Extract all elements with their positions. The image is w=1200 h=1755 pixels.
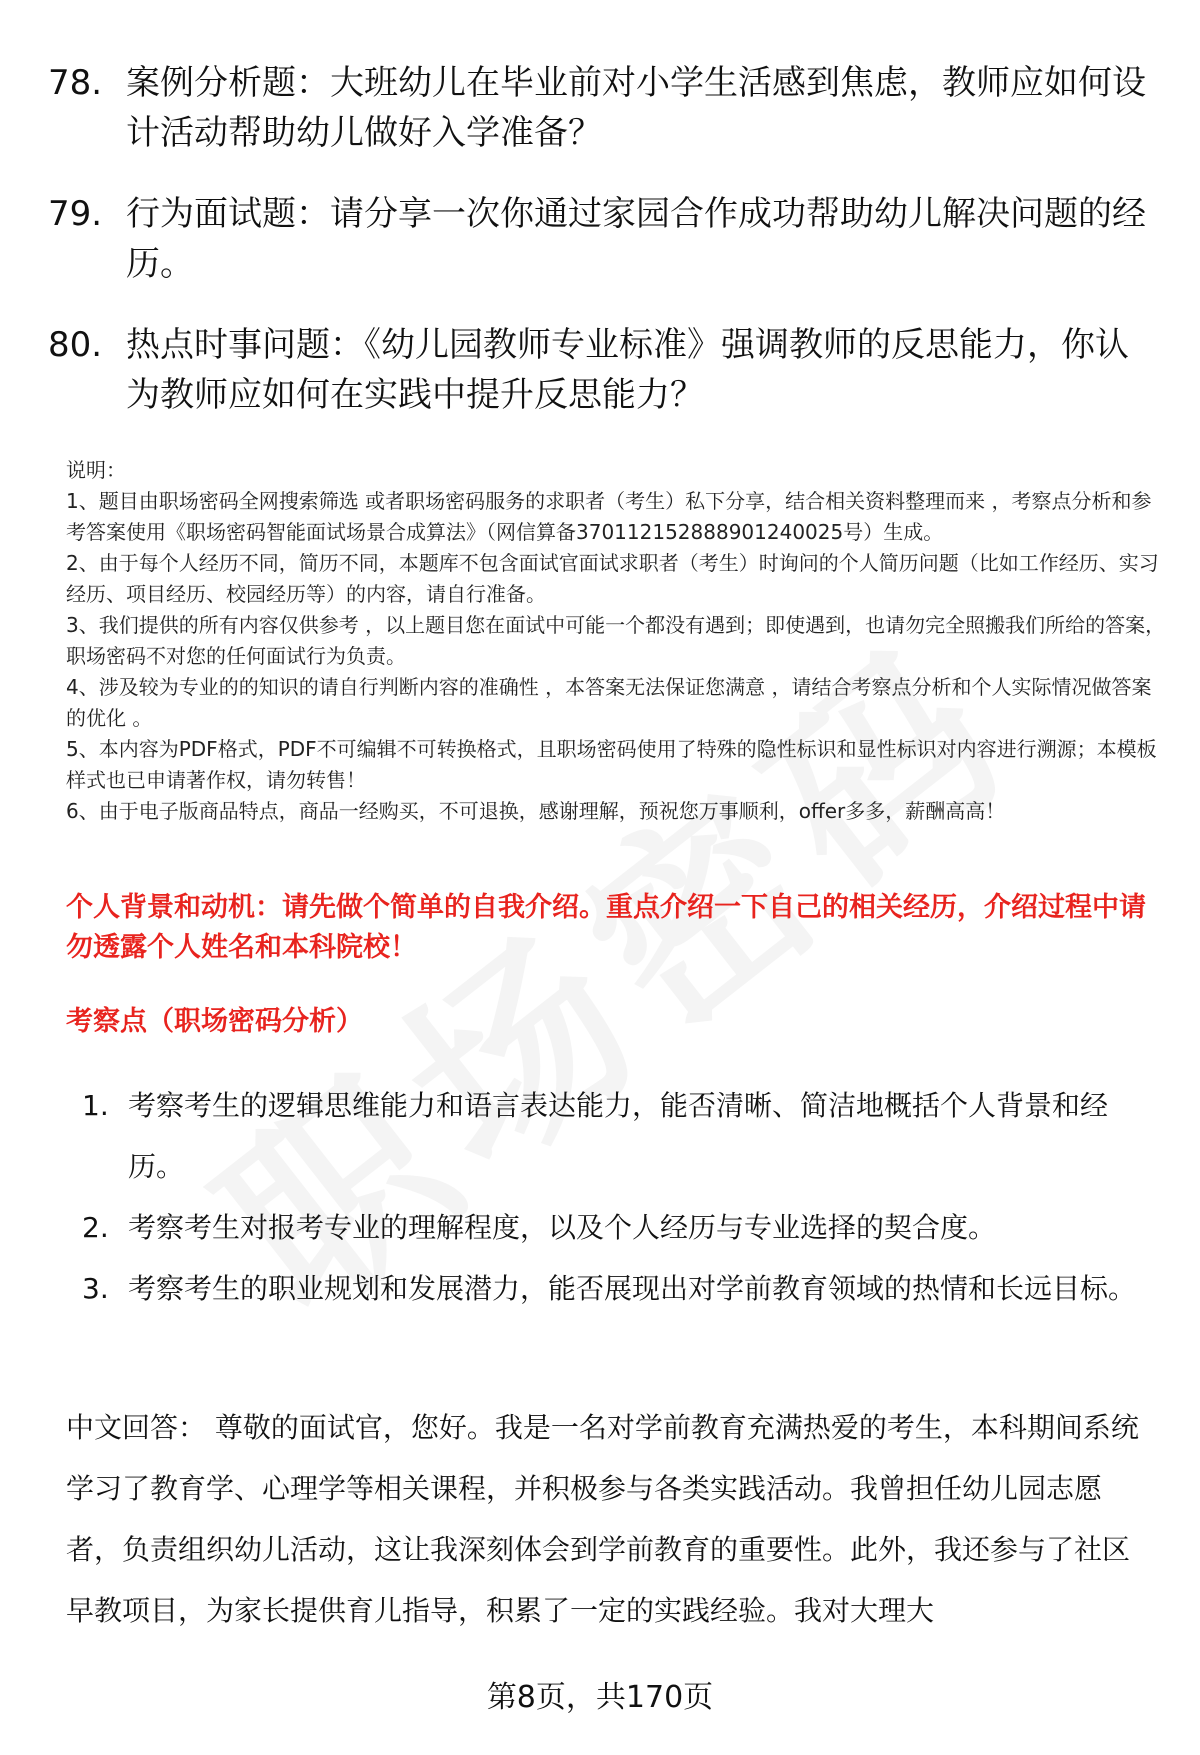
analysis-points xyxy=(82,1075,1142,1319)
question-list xyxy=(48,58,1158,451)
note-item: 6、由于电子版商品特点，商品一经购买，不可退换，感谢理解，预祝您万事顺利，offer多多，薪酬高高！ xyxy=(66,799,1006,823)
analysis-point xyxy=(82,1258,1142,1319)
question-heading: 个人背景和动机：请先做个简单的自我介绍。重点介绍一下自己的相关经历，介绍过程中请勿透露个人姓名和本科院校！ xyxy=(66,892,1146,963)
analysis-subheading: 考察点（职场密码分析） xyxy=(66,1006,363,1037)
point-text: 考察考生对报考专业的理解程度，以及个人经历与专业选择的契合度。 xyxy=(128,1211,997,1244)
page-footer: 第8页，共170页 xyxy=(486,1680,714,1715)
note-item: 3、我们提供的所有内容仅供参考 ，以上题目您在面试中可能一个都没有遇到；即使遇到，也请勿完全照搬我们所给的答案，职场密码不对您的任何面试行为负责。 xyxy=(66,613,1166,668)
analysis-point xyxy=(82,1075,1142,1197)
answer-paragraph: 中文回答： 尊敬的面试官，您好。我是一名对学前教育充满热爱的考生，本科期间系统学习了教育学、心理学等相关课程，并积极参与各类实践活动。我曾担任幼儿园志愿者，负责组织幼儿活动，这让我深刻体会到学前教育的重要性。此外，我还参与了社区早教项目，为家长提供育儿指导，积累了一定的实践经验。我对大理大 xyxy=(66,1411,1139,1627)
point-number: 3. xyxy=(82,1272,109,1305)
notes-title: 说明： xyxy=(66,458,126,482)
question-number: 79. xyxy=(48,194,103,234)
point-number: 2. xyxy=(82,1211,109,1244)
question-item xyxy=(48,320,1158,420)
analysis-point xyxy=(82,1197,1142,1258)
point-number: 1. xyxy=(82,1089,109,1122)
question-number: 80. xyxy=(48,325,103,365)
note-item: 4、涉及较为专业的的知识的请自行判断内容的准确性 ，本答案无法保证您满意 ，请结合考察点分析和个人实际情况做答案的优化 。 xyxy=(66,675,1152,730)
question-item xyxy=(48,58,1158,158)
point-text: 考察考生的逻辑思维能力和语言表达能力，能否清晰、简洁地概括个人背景和经历。 xyxy=(128,1089,1109,1183)
question-text: 行为面试题：请分享一次你通过家园合作成功帮助幼儿解决问题的经历。 xyxy=(126,194,1146,284)
question-text: 热点时事问题：《幼儿园教师专业标准》强调教师的反思能力，你认为教师应如何在实践中提升反思能力？ xyxy=(126,325,1129,415)
note-item: 2、由于每个人经历不同，简历不同，本题库不包含面试官面试求职者（考生）时询问的个人简历问题（比如工作经历、实习经历、项目经历、校园经历等）的内容，请自行准备。 xyxy=(66,551,1159,606)
notes-section xyxy=(66,455,1166,827)
note-item: 5、本内容为PDF格式，PDF不可编辑不可转换格式，且职场密码使用了特殊的隐性标识和显性标识对内容进行溯源；本模板样式也已申请著作权，请勿转售！ xyxy=(66,737,1157,792)
point-text: 考察考生的职业规划和发展潜力，能否展现出对学前教育领域的热情和长远目标。 xyxy=(128,1272,1137,1305)
question-number: 78. xyxy=(48,63,103,103)
note-item: 1、题目由职场密码全网搜索筛选 或者职场密码服务的求职者（考生）私下分享，结合相关资料整理而来 ，考察点分析和参考答案使用《职场密码智能面试场景合成算法》（网信算备370112152888901240025号）生成。 xyxy=(66,489,1152,544)
question-text: 案例分析题：大班幼儿在毕业前对小学生活感到焦虑，教师应如何设计活动帮助幼儿做好入学准备？ xyxy=(126,63,1146,153)
question-item xyxy=(48,189,1158,289)
